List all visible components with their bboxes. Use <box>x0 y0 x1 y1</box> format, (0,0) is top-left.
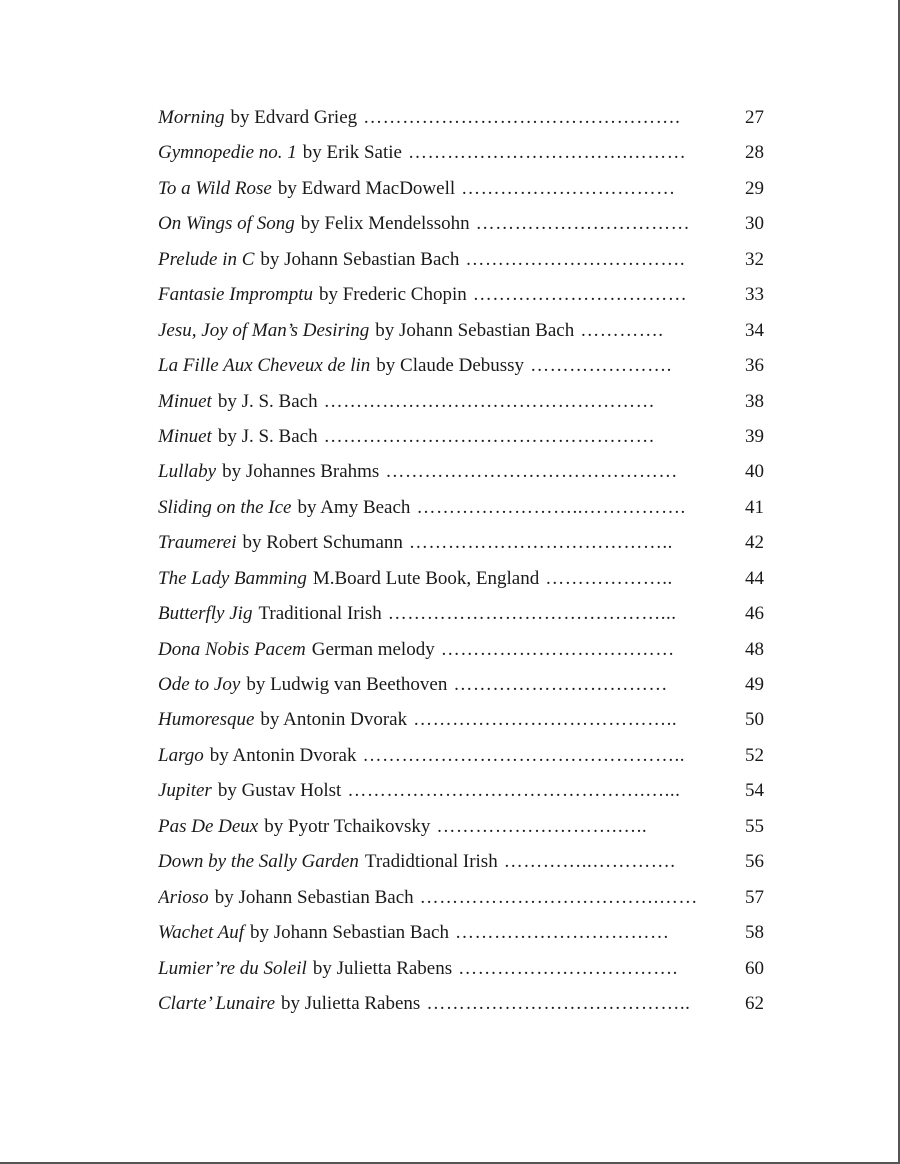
piece-title: Minuet <box>158 425 212 447</box>
toc-entry-text <box>158 348 720 383</box>
page-number: 54 <box>745 780 764 802</box>
dot-leader: …………. <box>580 319 664 341</box>
toc-entry <box>158 419 764 454</box>
toc-entry-text <box>158 951 720 986</box>
piece-credit: by J. S. Bach <box>217 425 318 447</box>
page-number: 29 <box>745 177 764 199</box>
page-number: 52 <box>745 744 764 766</box>
toc-entry-text <box>158 880 720 915</box>
page-number: 46 <box>745 603 764 625</box>
dot-leader: ……………………………………... <box>387 603 677 625</box>
toc-entry-text <box>158 384 720 419</box>
dot-leader: ……………….. <box>545 567 673 589</box>
toc-entry <box>158 348 764 383</box>
toc-entry-text <box>158 100 720 135</box>
page-number: 27 <box>745 107 764 128</box>
piece-title: Gymnopedie no. 1 <box>158 142 297 164</box>
toc-entry <box>158 171 764 206</box>
piece-credit: by Erik Satie <box>302 142 402 164</box>
piece-credit: by Edward MacDowell <box>277 177 456 199</box>
piece-credit: by Ludwig van Beethoven <box>246 674 448 695</box>
piece-title: Lullaby <box>158 461 217 483</box>
page-number: 58 <box>745 922 764 944</box>
toc-entry-text <box>158 206 720 241</box>
toc-entry-text <box>158 738 720 773</box>
toc-entry-text <box>158 135 720 170</box>
piece-title: Morning <box>158 107 225 128</box>
toc-entry-text <box>158 171 720 206</box>
piece-credit: by Antonin Dvorak <box>209 744 357 766</box>
piece-credit: M.Board Lute Book, England <box>312 567 540 589</box>
dot-leader: ……………………………….…… <box>419 886 698 908</box>
page-number: 50 <box>745 709 764 731</box>
page-number: 62 <box>745 992 764 1014</box>
toc-entry <box>158 242 764 277</box>
page-number: 41 <box>745 496 764 518</box>
piece-title: Minuet <box>158 390 212 412</box>
piece-credit: by Robert Schumann <box>242 532 403 554</box>
toc-entry <box>158 986 764 1021</box>
piece-credit: by Julietta Rabens <box>281 992 421 1014</box>
dot-leader: …………………………………………… <box>323 390 656 412</box>
dot-leader: ………………………………….. <box>413 709 678 731</box>
piece-credit: by Pyotr Tchaikovsky <box>264 815 431 837</box>
piece-title: Butterfly Jig <box>158 603 253 625</box>
dot-leader: ……………………………. <box>465 248 686 270</box>
piece-title: The Lady Bamming <box>158 567 307 589</box>
dot-leader: …………………………… <box>475 213 691 235</box>
toc-entry <box>158 561 764 596</box>
piece-credit: German melody <box>311 638 435 660</box>
piece-credit: by Felix Mendelssohn <box>300 213 470 235</box>
toc-entry-text <box>158 632 720 667</box>
piece-title: Fantasie Impromptu <box>158 284 313 306</box>
page-number: 33 <box>745 284 764 306</box>
toc-entry-text <box>158 242 720 277</box>
toc-entry <box>158 844 764 879</box>
piece-title: Jupiter <box>158 780 212 802</box>
piece-title: Lumier’re du Soleil <box>158 957 307 979</box>
dot-leader: ………………………………….. <box>426 992 691 1014</box>
piece-credit: by Johann Sebastian Bach <box>214 886 414 908</box>
toc-entry <box>158 206 764 241</box>
toc-entry <box>158 702 764 737</box>
toc-entry-text <box>158 667 720 702</box>
toc-entry-text <box>158 809 720 844</box>
toc-entry <box>158 490 764 525</box>
toc-entry-text <box>158 702 720 737</box>
toc-entry <box>158 667 764 702</box>
piece-credit: by Antonin Dvorak <box>260 709 408 731</box>
piece-title: Prelude in C <box>158 248 255 270</box>
page-number: 40 <box>745 461 764 483</box>
page-number: 32 <box>745 248 764 270</box>
piece-title: Clarte’ Lunaire <box>158 992 275 1014</box>
piece-credit: by Johannes Brahms <box>222 461 380 483</box>
dot-leader: …………………………… <box>472 284 688 306</box>
toc-entry <box>158 738 764 773</box>
toc-entry <box>158 454 764 489</box>
dot-leader: …………………. <box>530 355 672 377</box>
dot-leader: …………..…………. <box>503 851 676 873</box>
page-number: 38 <box>745 390 764 412</box>
dot-leader: …………………………….……… <box>407 142 687 164</box>
piece-credit: by Johann Sebastian Bach <box>250 922 449 944</box>
toc-entry <box>158 525 764 560</box>
page-number: 36 <box>745 355 764 377</box>
toc-entry-text <box>158 596 720 631</box>
dot-leader: …………………………… <box>453 674 668 695</box>
page-number: 56 <box>745 851 764 873</box>
piece-title: To a Wild Rose <box>158 177 272 199</box>
piece-credit: by Julietta Rabens <box>312 957 453 979</box>
dot-leader: ……………………………………… <box>385 461 678 483</box>
page-number: 57 <box>745 886 764 908</box>
piece-credit: by J. S. Bach <box>217 390 318 412</box>
piece-title: Ode to Joy <box>158 674 241 695</box>
toc-entry-text <box>158 277 720 312</box>
piece-title: La Fille Aux Cheveux de lin <box>158 355 371 377</box>
page-number: 30 <box>745 213 764 235</box>
dot-leader: …………………………………………. <box>363 107 681 128</box>
page-number: 42 <box>745 532 764 554</box>
dot-leader: ……………………..……………. <box>416 496 686 518</box>
toc-entry-text <box>158 454 720 489</box>
dot-leader: …………………………… <box>461 177 676 199</box>
piece-title: Traumerei <box>158 532 237 554</box>
piece-title: Humoresque <box>158 709 255 731</box>
dot-leader: ……………………………. <box>458 957 678 979</box>
piece-credit: by Gustav Holst <box>217 780 342 802</box>
dot-leader: ……………………………………….…... <box>347 780 681 802</box>
toc-entry <box>158 809 764 844</box>
piece-credit: by Edvard Grieg <box>230 107 358 128</box>
toc-entry <box>158 596 764 631</box>
page-number: 34 <box>745 319 764 341</box>
toc-entry <box>158 632 764 667</box>
piece-title: On Wings of Song <box>158 213 295 235</box>
page-number: 60 <box>745 957 764 979</box>
piece-credit: by Johann Sebastian Bach <box>260 248 460 270</box>
piece-credit: Traditional Irish <box>258 603 382 625</box>
toc-entry <box>158 773 764 808</box>
piece-title: Jesu, Joy of Man’s Desiring <box>158 319 370 341</box>
piece-title: Down by the Sally Garden <box>158 851 359 873</box>
piece-credit: by Claude Debussy <box>376 355 525 377</box>
toc-entry-text <box>158 490 720 525</box>
page-number: 48 <box>745 638 764 660</box>
page-number: 55 <box>745 815 764 837</box>
toc-entry-text <box>158 561 720 596</box>
page-number: 49 <box>745 674 764 695</box>
toc-entry <box>158 100 764 135</box>
toc-entry <box>158 313 764 348</box>
toc-entry <box>158 277 764 312</box>
piece-credit: by Frederic Chopin <box>318 284 467 306</box>
toc-entry <box>158 135 764 170</box>
toc-entry-text <box>158 844 720 879</box>
page-number: 28 <box>745 142 764 164</box>
piece-title: Dona Nobis Pacem <box>158 638 306 660</box>
toc-entry <box>158 880 764 915</box>
dot-leader: ……………………………… <box>440 638 675 660</box>
dot-leader: ……………………….….. <box>436 815 648 837</box>
dot-leader: ………………………………………….. <box>362 744 685 766</box>
toc-entry-text <box>158 313 720 348</box>
toc-entry <box>158 951 764 986</box>
dot-leader: …………………………… <box>454 922 670 944</box>
piece-title: Arioso <box>158 886 209 908</box>
toc-entry-text <box>158 773 720 808</box>
page-number: 44 <box>745 567 764 589</box>
piece-title: Largo <box>158 744 204 766</box>
piece-title: Sliding on the Ice <box>158 496 292 518</box>
table-of-contents <box>158 100 764 1021</box>
piece-title: Wachet Auf <box>158 922 245 944</box>
dot-leader: …………………………………………… <box>323 425 656 447</box>
piece-title: Pas De Deux <box>158 815 259 837</box>
toc-entry-text <box>158 915 720 950</box>
piece-credit: by Amy Beach <box>297 496 411 518</box>
toc-entry <box>158 915 764 950</box>
piece-credit: Tradidtional Irish <box>364 851 498 873</box>
dot-leader: ………………………………….. <box>408 532 673 554</box>
toc-entry-text <box>158 525 720 560</box>
toc-entry-text <box>158 419 720 454</box>
piece-credit: by Johann Sebastian Bach <box>375 319 575 341</box>
toc-entry <box>158 384 764 419</box>
toc-entry-text <box>158 986 720 1021</box>
page-number: 39 <box>745 425 764 447</box>
